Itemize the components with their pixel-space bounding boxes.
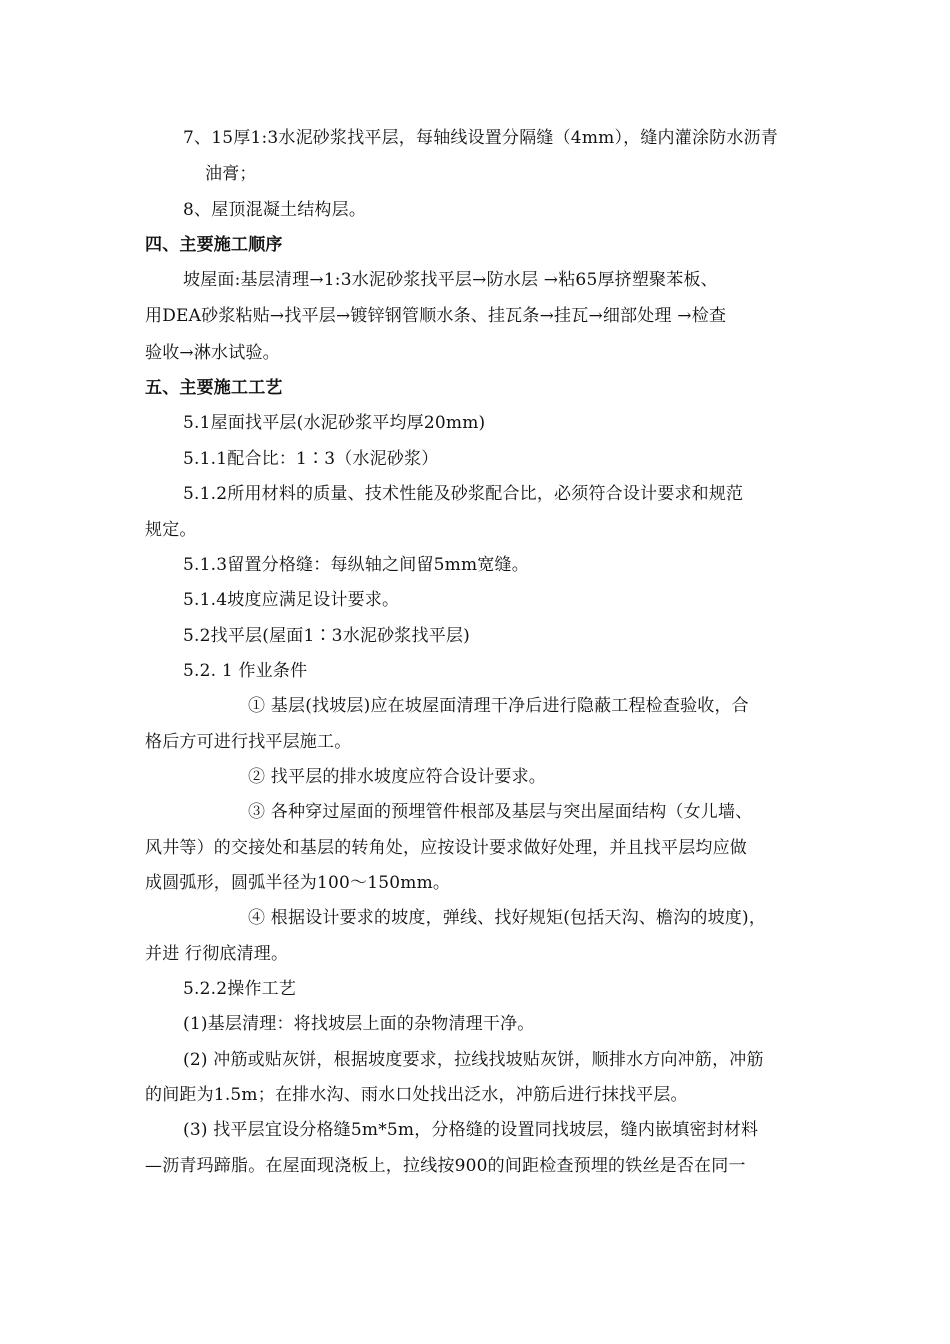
text-line: 成圆弧形，圆弧半径为100～150mm。: [145, 873, 451, 893]
text-line: 5.1.2所用材料的质量、技术性能及砂浆配合比，必须符合设计要求和规范: [183, 484, 744, 504]
text-line: (1)基层清理：将找坡层上面的杂物清理干净。: [183, 1014, 535, 1034]
text-line: —沥青玛蹄脂。在屋面现浇板上，拉线按900的间距检查预埋的铁丝是否在同一: [145, 1156, 746, 1176]
text-line: 5.2.2操作工艺: [183, 979, 297, 999]
text-line: ① 基层(找坡层)应在坡屋面清理干净后进行隐蔽工程检查验收，合: [248, 696, 749, 716]
text-line: ④ 根据设计要求的坡度，弹线、找好规矩(包括天沟、檐沟的坡度)，: [248, 908, 767, 928]
text-line: 7、15厚1:3水泥砂浆找平层，每轴线设置分隔缝（4mm），缝内灌涂防水沥青: [183, 128, 778, 148]
text-line: 规定。: [145, 520, 197, 540]
text-line: ② 找平层的排水坡度应符合设计要求。: [248, 767, 547, 787]
text-line: 油膏；: [205, 164, 257, 184]
text-line: 5.2找平层(屋面1∶3水泥砂浆找平层): [183, 626, 470, 646]
text-line: 5.1.4坡度应满足设计要求。: [183, 590, 400, 610]
text-line: (3) 找平层宜设分格缝5m*5m，分格缝的设置同找坡层，缝内嵌填密封材料: [183, 1120, 759, 1140]
text-line: 5.1屋面找平层(水泥砂浆平均厚20mm): [183, 413, 486, 433]
text-line: 坡屋面:基层清理→1:3水泥砂浆找平层→防水层 →粘65厚挤塑聚苯板、: [183, 270, 718, 290]
text-line: 风井等）的交接处和基层的转角处，应按设计要求做好处理，并且找平层均应做: [145, 838, 747, 858]
text-line: 5.1.3留置分格缝：每纵轴之间留5mm宽缝。: [183, 555, 529, 575]
text-line: 验收→淋水试验。: [145, 343, 280, 363]
text-line: 格后方可进行找平层施工。: [145, 732, 352, 752]
text-line: 5.1.1配合比：1∶3（水泥砂浆）: [183, 449, 439, 469]
text-line: 8、屋顶混凝土结构层。: [183, 200, 367, 220]
text-line: ③ 各种穿过屋面的预埋管件根部及基层与突出屋面结构（女儿墙、: [248, 802, 753, 822]
text-line: 并进 行彻底清理。: [145, 944, 289, 964]
text-line: (2) 冲筋或贴灰饼，根据坡度要求，拉线找坡贴灰饼，顺排水方向冲筋，冲筋: [183, 1050, 764, 1070]
section-heading: 四、主要施工顺序: [145, 235, 283, 255]
section-heading: 五、主要施工工艺: [145, 378, 283, 398]
text-line: 5.2. 1 作业条件: [183, 661, 308, 681]
text-line: 的间距为1.5m；在排水沟、雨水口处找出泛水，冲筋后进行抹找平层。: [145, 1085, 688, 1105]
text-line: 用DEA砂浆粘贴→找平层→镀锌钢管顺水条、挂瓦条→挂瓦→细部处理 →检查: [145, 306, 727, 326]
